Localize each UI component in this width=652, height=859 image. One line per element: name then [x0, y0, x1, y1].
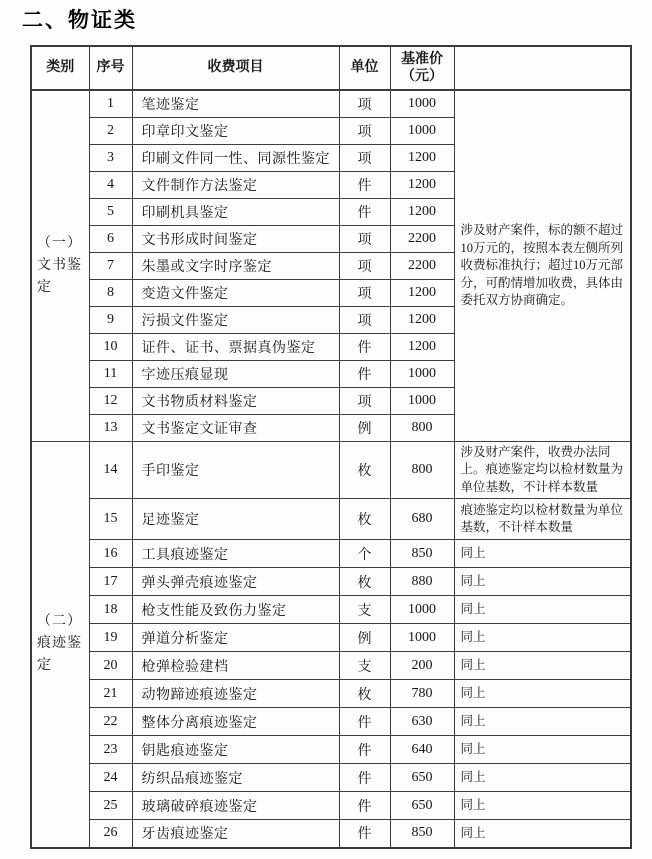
remark-cell: 同上 — [454, 652, 631, 680]
item-cell: 动物蹄迹痕迹鉴定 — [132, 680, 339, 708]
price-cell: 2200 — [390, 252, 454, 279]
table-row — [31, 652, 631, 680]
price-cell: 630 — [390, 708, 454, 736]
price-cell: 680 — [390, 499, 454, 540]
serial-cell: 14 — [89, 441, 132, 499]
remark-cell: 同上 — [454, 680, 631, 708]
unit-cell: 项 — [339, 279, 390, 306]
serial-cell: 26 — [89, 820, 132, 848]
unit-cell: 件 — [339, 171, 390, 198]
table-row — [31, 90, 631, 117]
price-cell: 1000 — [390, 117, 454, 144]
col-header-serial: 序号 — [89, 46, 132, 90]
unit-cell: 支 — [339, 652, 390, 680]
serial-cell: 7 — [89, 252, 132, 279]
col-header-remark — [454, 46, 631, 90]
unit-cell: 件 — [339, 792, 390, 820]
item-cell: 手印鉴定 — [132, 441, 339, 499]
price-cell: 780 — [390, 680, 454, 708]
serial-cell: 5 — [89, 198, 132, 225]
serial-cell: 18 — [89, 596, 132, 624]
table-body — [31, 90, 631, 848]
header-row — [31, 46, 631, 90]
col-header-unit: 单位 — [339, 46, 390, 90]
col-header-category: 类别 — [31, 46, 89, 90]
table-row — [31, 820, 631, 848]
item-cell: 文书形成时间鉴定 — [132, 225, 339, 252]
serial-cell: 16 — [89, 540, 132, 568]
price-cell: 1200 — [390, 279, 454, 306]
unit-cell: 件 — [339, 708, 390, 736]
category-cell: （一）文书鉴定 — [31, 90, 89, 441]
serial-cell: 11 — [89, 360, 132, 387]
col-header-price — [390, 46, 454, 90]
table-row — [31, 568, 631, 596]
serial-cell: 9 — [89, 306, 132, 333]
price-cell: 1000 — [390, 90, 454, 117]
col-header-item: 收费项目 — [132, 46, 339, 90]
price-cell: 1200 — [390, 333, 454, 360]
item-cell: 文件制作方法鉴定 — [132, 171, 339, 198]
price-cell: 1000 — [390, 387, 454, 414]
table-row — [31, 736, 631, 764]
serial-cell: 6 — [89, 225, 132, 252]
unit-cell: 个 — [339, 540, 390, 568]
remark-cell: 同上 — [454, 792, 631, 820]
price-cell: 800 — [390, 441, 454, 499]
item-cell: 笔迹鉴定 — [132, 90, 339, 117]
price-cell: 1000 — [390, 624, 454, 652]
remark-cell: 同上 — [454, 736, 631, 764]
remark-cell: 涉及财产案件，收费办法同上。痕迹鉴定均以检材数量为单位基数，不计样本数量 — [454, 441, 631, 499]
unit-cell: 项 — [339, 90, 390, 117]
price-cell: 800 — [390, 414, 454, 441]
remark-cell: 同上 — [454, 764, 631, 792]
table-row — [31, 680, 631, 708]
unit-cell: 枚 — [339, 441, 390, 499]
col-header-price-line1: 基准价 — [401, 51, 443, 67]
item-cell: 印章印文鉴定 — [132, 117, 339, 144]
unit-cell: 枚 — [339, 680, 390, 708]
unit-cell: 项 — [339, 225, 390, 252]
item-cell: 整体分离痕迹鉴定 — [132, 708, 339, 736]
price-cell: 200 — [390, 652, 454, 680]
item-cell: 文书鉴定文证审查 — [132, 414, 339, 441]
unit-cell: 项 — [339, 117, 390, 144]
unit-cell: 项 — [339, 252, 390, 279]
table-row — [31, 792, 631, 820]
table-row — [31, 499, 631, 540]
price-cell: 850 — [390, 540, 454, 568]
price-cell: 880 — [390, 568, 454, 596]
item-cell: 印刷文件同一性、同源性鉴定 — [132, 144, 339, 171]
item-cell: 弹头弹壳痕迹鉴定 — [132, 568, 339, 596]
unit-cell: 枚 — [339, 568, 390, 596]
item-cell: 污损文件鉴定 — [132, 306, 339, 333]
price-cell: 1200 — [390, 198, 454, 225]
table-row — [31, 708, 631, 736]
table-row — [31, 764, 631, 792]
remark-cell: 同上 — [454, 568, 631, 596]
serial-cell: 20 — [89, 652, 132, 680]
item-cell: 变造文件鉴定 — [132, 279, 339, 306]
price-cell: 640 — [390, 736, 454, 764]
unit-cell: 项 — [339, 387, 390, 414]
serial-cell: 25 — [89, 792, 132, 820]
item-cell: 弹道分析鉴定 — [132, 624, 339, 652]
price-cell: 2200 — [390, 225, 454, 252]
serial-cell: 23 — [89, 736, 132, 764]
table-row — [31, 624, 631, 652]
unit-cell: 件 — [339, 333, 390, 360]
serial-cell: 12 — [89, 387, 132, 414]
price-cell: 1200 — [390, 144, 454, 171]
serial-cell: 22 — [89, 708, 132, 736]
unit-cell: 项 — [339, 306, 390, 333]
item-cell: 证件、证书、票据真伪鉴定 — [132, 333, 339, 360]
item-cell: 枪弹检验建档 — [132, 652, 339, 680]
item-cell: 玻璃破碎痕迹鉴定 — [132, 792, 339, 820]
unit-cell: 例 — [339, 414, 390, 441]
remark-cell: 同上 — [454, 596, 631, 624]
table-row — [31, 441, 631, 499]
unit-cell: 件 — [339, 764, 390, 792]
unit-cell: 项 — [339, 144, 390, 171]
col-header-price-line2: （元） — [401, 69, 443, 84]
serial-cell: 1 — [89, 90, 132, 117]
item-cell: 朱墨或文字时序鉴定 — [132, 252, 339, 279]
item-cell: 足迹鉴定 — [132, 499, 339, 540]
item-cell: 纺织品痕迹鉴定 — [132, 764, 339, 792]
item-cell: 工具痕迹鉴定 — [132, 540, 339, 568]
serial-cell: 8 — [89, 279, 132, 306]
serial-cell: 21 — [89, 680, 132, 708]
fee-table — [30, 45, 632, 849]
remark-cell: 痕迹鉴定均以检材数量为单位基数，不计样本数量 — [454, 499, 631, 540]
item-cell: 枪支性能及致伤力鉴定 — [132, 596, 339, 624]
serial-cell: 19 — [89, 624, 132, 652]
unit-cell: 件 — [339, 820, 390, 848]
price-cell: 650 — [390, 792, 454, 820]
price-cell: 1000 — [390, 596, 454, 624]
table-row — [31, 540, 631, 568]
category-cell: （二）痕迹鉴定 — [31, 441, 89, 848]
remark-cell: 同上 — [454, 624, 631, 652]
serial-cell: 15 — [89, 499, 132, 540]
serial-cell: 17 — [89, 568, 132, 596]
unit-cell: 支 — [339, 596, 390, 624]
unit-cell: 枚 — [339, 499, 390, 540]
price-cell: 1000 — [390, 360, 454, 387]
remark-cell: 同上 — [454, 820, 631, 848]
item-cell: 文书物质材料鉴定 — [132, 387, 339, 414]
serial-cell: 13 — [89, 414, 132, 441]
item-cell: 牙齿痕迹鉴定 — [132, 820, 339, 848]
remark-cell: 同上 — [454, 708, 631, 736]
unit-cell: 件 — [339, 198, 390, 225]
price-cell: 1200 — [390, 171, 454, 198]
section-title: 二、物证类 — [22, 9, 137, 32]
remark-cell: 同上 — [454, 540, 631, 568]
unit-cell: 件 — [339, 360, 390, 387]
item-cell: 字迹压痕显现 — [132, 360, 339, 387]
serial-cell: 24 — [89, 764, 132, 792]
unit-cell: 件 — [339, 736, 390, 764]
serial-cell: 3 — [89, 144, 132, 171]
price-cell: 650 — [390, 764, 454, 792]
price-cell: 1200 — [390, 306, 454, 333]
serial-cell: 4 — [89, 171, 132, 198]
table-row — [31, 596, 631, 624]
item-cell: 印刷机具鉴定 — [132, 198, 339, 225]
item-cell: 钥匙痕迹鉴定 — [132, 736, 339, 764]
serial-cell: 10 — [89, 333, 132, 360]
merged-remark-cell: 涉及财产案件，标的额不超过10万元的，按照本表左侧所列收费标准执行；超过10万元部分，可酌情增加收费，具体由委托双方协商确定。 — [454, 90, 631, 441]
unit-cell: 例 — [339, 624, 390, 652]
price-cell: 850 — [390, 820, 454, 848]
serial-cell: 2 — [89, 117, 132, 144]
